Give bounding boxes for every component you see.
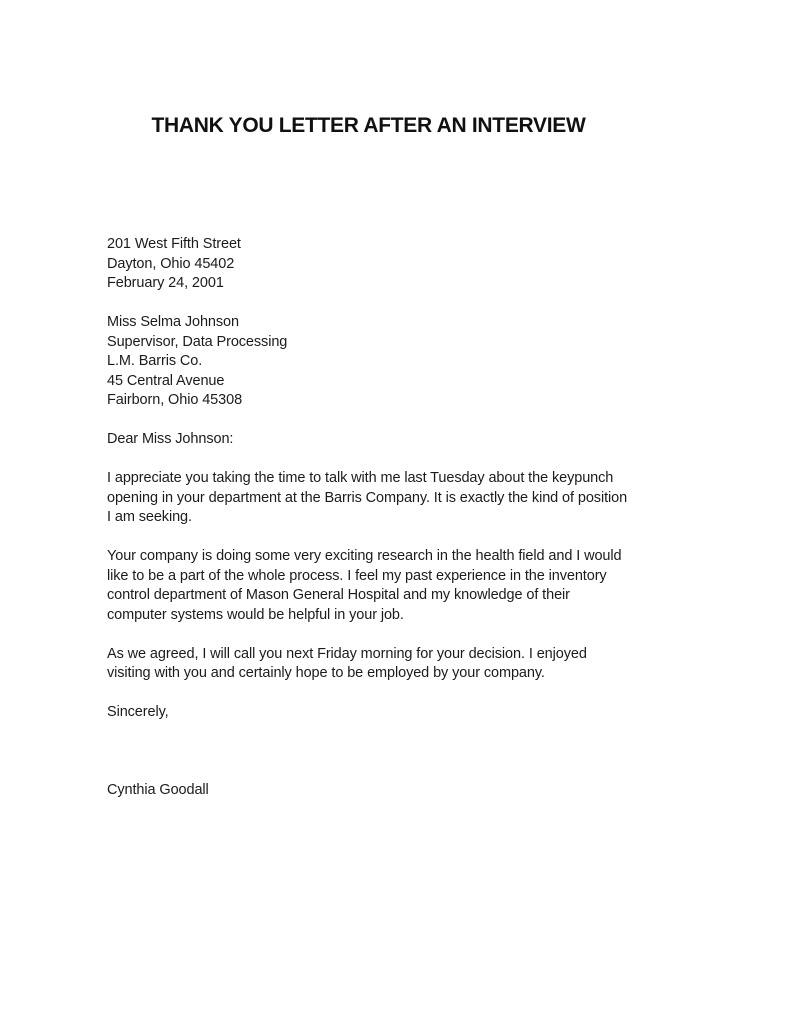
letter-body bbox=[107, 115, 630, 801]
recipient-company: L.M. Barris Co. bbox=[107, 353, 203, 369]
recipient-name: Miss Selma Johnson bbox=[107, 314, 239, 330]
signature-name: Cynthia Goodall bbox=[107, 782, 209, 798]
recipient-street: 45 Central Avenue bbox=[107, 372, 225, 389]
letter-title: THANK YOU LETTER AFTER AN INTERVIEW bbox=[151, 114, 586, 137]
body-paragraph: I appreciate you taking the time to talk with me last Tuesday about the keypunch opening in your department at the Barris Company. It is exactly the kind of position I am seeking. bbox=[107, 470, 628, 525]
recipient-title: Supervisor, Data Processing bbox=[107, 333, 288, 350]
closing: Sincerely, bbox=[107, 704, 169, 720]
letter-date: February 24, 2001 bbox=[107, 275, 224, 291]
body-paragraph: As we agreed, I will call you next Friday morning for your decision. I enjoyed visiting with you and certainly hope to be employed by your company. bbox=[107, 645, 587, 681]
sender-address-block bbox=[107, 235, 630, 294]
recipient-address-block bbox=[107, 313, 630, 411]
sender-address-line: Dayton, Ohio 45402 bbox=[107, 255, 235, 272]
sender-address-line: 201 West Fifth Street bbox=[107, 236, 241, 252]
recipient-city: Fairborn, Ohio 45308 bbox=[107, 392, 243, 408]
body-paragraph: Your company is doing some very exciting research in the health field and I would like to be a part of the whole process. I feel my past experience in the inventory control department of Mason General Hospital and my knowledge of their computer systems would be helpful in your job. bbox=[107, 548, 622, 623]
salutation: Dear Miss Johnson: bbox=[107, 431, 234, 447]
